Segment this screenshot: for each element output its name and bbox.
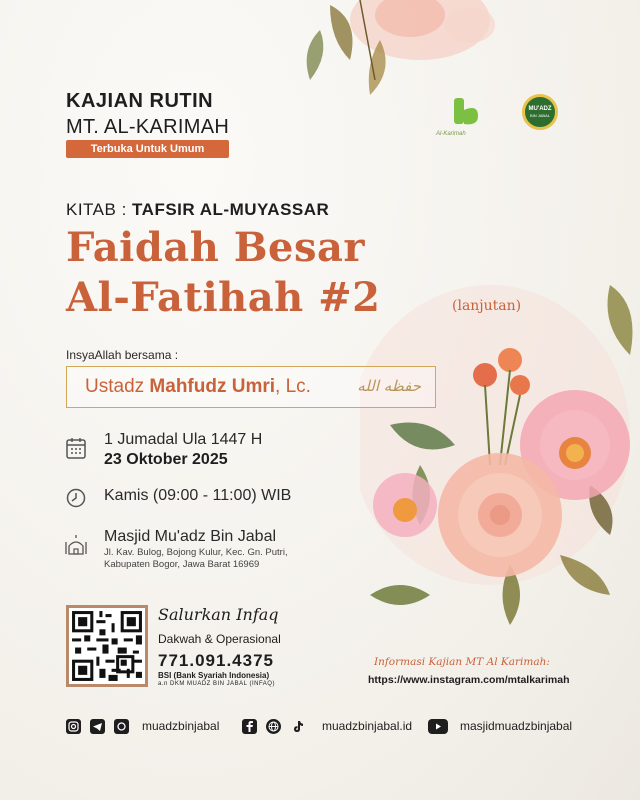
topic-title-line1: Faidah Besar bbox=[66, 224, 365, 271]
speaker-name-line bbox=[85, 376, 311, 398]
speaker-box bbox=[66, 366, 436, 408]
muadz-bin-jabal-logo bbox=[522, 94, 558, 130]
venue-address-line2: Kabupaten Bogor, Jawa Barat 16969 bbox=[104, 559, 260, 570]
speaker-suffix: , Lc. bbox=[275, 376, 311, 397]
gregorian-date: 23 Oktober 2025 bbox=[104, 451, 228, 468]
facebook-icon[interactable] bbox=[242, 719, 257, 734]
social-handle-3[interactable]: masjidmuadzbinjabal bbox=[460, 719, 573, 733]
infaq-title: Salurkan Infaq bbox=[158, 605, 279, 624]
kitab-name: TAFSIR AL-MUYASSAR bbox=[132, 200, 330, 219]
logo-text: MU'ADZ bbox=[528, 106, 552, 112]
organizer-name: MT. AL-KARIMAH bbox=[66, 116, 230, 138]
speaker-name: Mahfudz Umri bbox=[149, 376, 276, 397]
instagram-icon[interactable] bbox=[66, 719, 81, 734]
infaq-account-number: 771.091.4375 bbox=[158, 651, 274, 670]
telegram-icon[interactable] bbox=[90, 719, 105, 734]
web-icon[interactable] bbox=[266, 719, 281, 734]
hijri-date: 1 Jumadal Ula 1447 H bbox=[104, 431, 263, 448]
al-karimah-logo bbox=[452, 96, 480, 130]
tiktok-icon[interactable] bbox=[290, 719, 305, 734]
qr-pattern bbox=[69, 608, 145, 684]
speaker-calligraphy: حفظه الله bbox=[357, 377, 421, 395]
kitab-label: KITAB : bbox=[66, 200, 127, 219]
series-title: KAJIAN RUTIN bbox=[66, 90, 214, 112]
continuation-note: (lanjutan) bbox=[452, 298, 522, 314]
topic-title-line2: Al-Fatihah #2 bbox=[66, 274, 381, 321]
social-handle-2[interactable]: muadzbinjabal.id bbox=[322, 719, 413, 733]
threads-icon[interactable] bbox=[114, 719, 129, 734]
kitab-line bbox=[66, 200, 329, 220]
info-label: Informasi Kajian MT Al Karimah: bbox=[374, 656, 550, 668]
mosque-icon bbox=[64, 532, 88, 556]
infaq-account-holder: a.n DKM MUADZ BIN JABAL (INFAQ) bbox=[158, 681, 275, 687]
floral-decoration-top bbox=[300, 0, 640, 110]
infaq-bank: BSI (Bank Syariah Indonesia) bbox=[158, 671, 270, 680]
clock-icon bbox=[66, 488, 86, 508]
open-to-public-badge: Terbuka Untuk Umum bbox=[66, 140, 229, 158]
event-time: Kamis (09:00 - 11:00) WIB bbox=[104, 487, 292, 504]
venue-address-line1: Jl. Kav. Bulog, Bojong Kulur, Kec. Gn. Putri, bbox=[104, 547, 288, 558]
venue-name: Masjid Mu'adz Bin Jabal bbox=[104, 528, 277, 545]
speaker-prefix: Ustadz bbox=[85, 376, 145, 397]
youtube-icon[interactable] bbox=[428, 719, 448, 734]
instagram-link[interactable]: https://www.instagram.com/mtalkarimah bbox=[368, 674, 570, 686]
infaq-qr-code bbox=[66, 605, 148, 687]
infaq-subtitle: Dakwah & Operasional bbox=[158, 632, 281, 646]
al-karimah-logo-caption: Al-Karimah bbox=[436, 131, 466, 137]
speaker-intro: InsyaAllah bersama : bbox=[66, 348, 179, 362]
logo-subtext: BIN JABAL bbox=[529, 113, 550, 118]
calendar-icon bbox=[66, 437, 86, 459]
floral-decoration-right bbox=[360, 265, 640, 645]
social-handle-1[interactable]: muadzbinjabal bbox=[142, 719, 220, 733]
